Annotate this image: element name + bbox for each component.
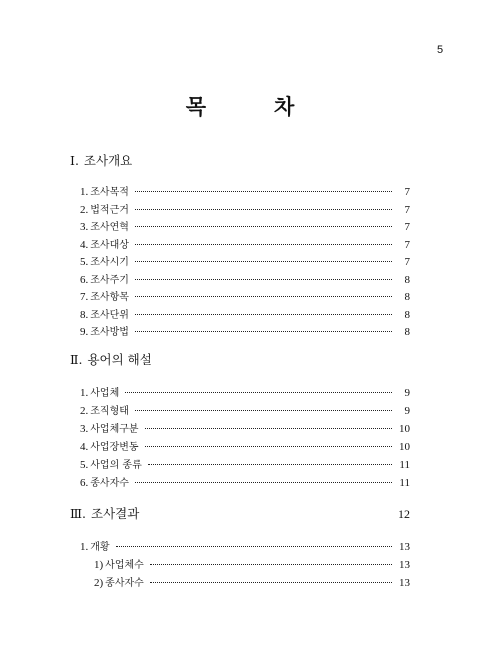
toc-subentry[interactable] — [94, 574, 410, 591]
toc-entry[interactable] — [80, 402, 410, 419]
toc-entry[interactable] — [80, 201, 410, 218]
entry-page: 10 — [399, 423, 410, 435]
entry-page: 9 — [404, 405, 410, 417]
section-page: 12 — [398, 507, 410, 521]
dot-leader — [116, 546, 392, 547]
toc-entry[interactable] — [80, 271, 410, 288]
toc-entry[interactable] — [80, 218, 410, 235]
entry-number: 4. — [80, 441, 89, 453]
entry-label: 종사자수 — [90, 478, 129, 489]
toc-entry[interactable] — [80, 306, 410, 323]
entry-number: 1. — [80, 186, 89, 198]
page-number: 5 — [437, 44, 444, 56]
entry-page: 13 — [399, 559, 410, 571]
toc-entry[interactable] — [80, 538, 410, 555]
entry-number: 1. — [80, 387, 89, 399]
entry-label: 조사방법 — [90, 327, 129, 338]
entry-page: 10 — [399, 441, 410, 453]
toc-entry[interactable] — [80, 288, 410, 305]
entry-number: 4. — [80, 238, 89, 251]
entry-label: 개황 — [90, 542, 110, 553]
entry-page: 13 — [399, 577, 410, 589]
entry-page: 11 — [399, 459, 410, 471]
dot-leader — [145, 446, 392, 447]
dot-leader — [135, 261, 392, 262]
dot-leader — [148, 464, 392, 465]
entry-label: 조사단위 — [90, 309, 129, 321]
entry-page: 7 — [404, 256, 410, 268]
dot-leader — [135, 191, 392, 192]
dot-leader — [135, 410, 392, 411]
entry-page: 8 — [404, 273, 410, 286]
entry-number: 7. — [80, 291, 89, 303]
entry-label: 사업장변동 — [90, 442, 139, 453]
entry-number: 6. — [80, 273, 89, 286]
entry-page: 7 — [404, 221, 410, 233]
toc-subentry[interactable] — [94, 556, 410, 573]
dot-leader — [135, 314, 392, 315]
dot-leader — [135, 482, 392, 483]
dot-leader — [150, 582, 392, 583]
entry-label: 사업체수 — [105, 560, 144, 571]
toc-entry[interactable] — [80, 474, 410, 491]
entry-label: 사업의 종류 — [90, 460, 142, 471]
entry-number: 2) — [94, 577, 104, 589]
section-label: 용어의 해설 — [87, 352, 152, 367]
entry-page: 8 — [404, 291, 410, 303]
section-label: 조사결과 — [91, 506, 140, 521]
dot-leader — [135, 331, 392, 332]
entry-number: 9. — [80, 326, 89, 338]
entry-label: 조사시기 — [90, 257, 129, 268]
toc-entry[interactable] — [80, 253, 410, 270]
toc-title — [0, 91, 480, 121]
section-number: Ⅱ. — [70, 352, 83, 367]
entry-label: 조사목적 — [90, 187, 129, 198]
entry-number: 2. — [80, 203, 89, 216]
entry-page: 7 — [404, 203, 410, 216]
toc-entry[interactable] — [80, 384, 410, 401]
entry-label: 종사자수 — [105, 578, 144, 589]
entry-number: 5. — [80, 459, 89, 471]
dot-leader — [135, 209, 392, 210]
entry-number: 1. — [80, 541, 89, 553]
entry-page: 7 — [404, 238, 410, 251]
section-number: Ⅲ. — [70, 506, 87, 521]
entry-number: 3. — [80, 423, 89, 435]
entry-label: 조직형태 — [90, 406, 129, 417]
entry-page: 7 — [404, 186, 410, 198]
entry-page: 8 — [404, 326, 410, 338]
entry-number: 5. — [80, 256, 89, 268]
dot-leader — [135, 296, 392, 297]
dot-leader — [145, 428, 392, 429]
title-char-2: 차 — [274, 95, 295, 119]
entry-label: 조사연혁 — [90, 222, 129, 233]
entry-label: 법적근거 — [90, 204, 129, 216]
entry-label: 사업체구분 — [90, 424, 139, 435]
entry-number: 1) — [94, 559, 104, 571]
entry-number: 8. — [80, 308, 89, 321]
dot-leader — [135, 279, 392, 280]
toc-entry[interactable] — [80, 438, 410, 455]
toc-entry[interactable] — [80, 323, 410, 340]
entry-label: 조사주기 — [90, 274, 129, 286]
section-label: 조사개요 — [83, 153, 133, 168]
section-heading-3[interactable] — [70, 504, 410, 522]
dot-leader — [135, 226, 392, 227]
entry-label: 사업체 — [90, 388, 120, 399]
entry-number: 2. — [80, 405, 89, 417]
entry-page: 9 — [404, 387, 410, 399]
entry-page: 8 — [404, 308, 410, 321]
toc-entry[interactable] — [80, 420, 410, 437]
section-number: Ⅰ. — [70, 153, 79, 168]
dot-leader — [150, 564, 392, 565]
entry-label: 조사대상 — [90, 239, 129, 251]
dot-leader — [135, 244, 392, 245]
section-heading-2[interactable] — [70, 350, 152, 368]
entry-page: 13 — [399, 541, 410, 553]
section-heading-1[interactable] — [70, 151, 132, 169]
entry-number: 3. — [80, 221, 89, 233]
entry-label: 조사항목 — [90, 292, 129, 303]
title-char-1: 목 — [185, 95, 206, 119]
entry-page: 11 — [399, 477, 410, 489]
dot-leader — [125, 392, 392, 393]
toc-entry[interactable] — [80, 456, 410, 473]
toc-entry[interactable] — [80, 183, 410, 200]
entry-number: 6. — [80, 477, 89, 489]
toc-entry[interactable] — [80, 236, 410, 253]
